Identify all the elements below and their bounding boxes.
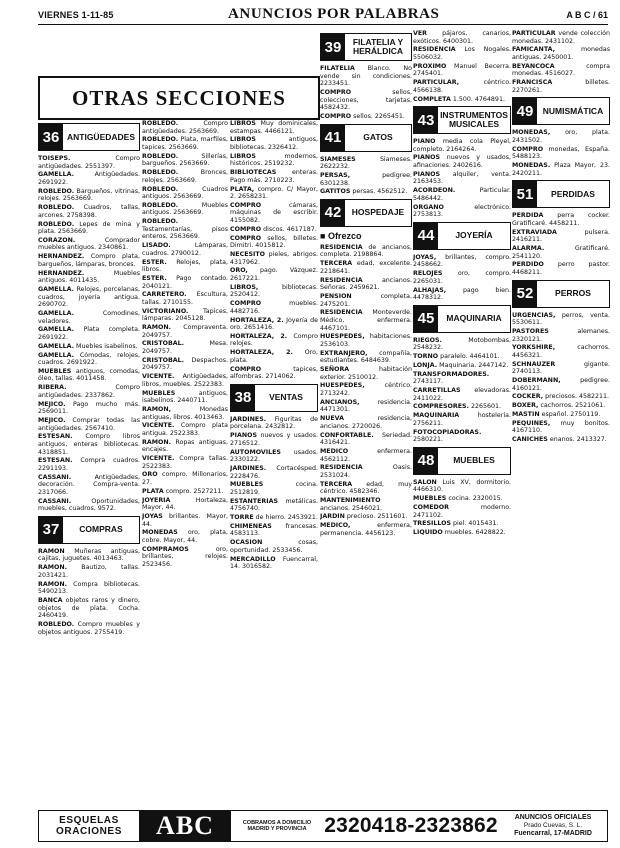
classified-ad: ESTER. Pago contado. 2040121. [142, 274, 228, 290]
classified-ad: RAMON. Compra bibliotecas. 5490213. [38, 580, 140, 596]
classified-ad: AUTOMOVILES usados. 2330122. [230, 448, 318, 464]
section-number: 41 [321, 125, 345, 151]
section-number: 44 [414, 223, 438, 249]
classified-ad: JARDINES. Cortacésped. 2228476. [230, 464, 318, 480]
classified-ad: SALON Luis XV, dormitorio. 4466310. [413, 478, 511, 494]
footer-banner [38, 810, 608, 842]
classified-ad: GAMELLA. Comodines, veladores. [38, 309, 140, 325]
classified-ad: HORTALEZA, 2. Joyería de oro. 2651416. [230, 316, 318, 332]
column-5 [413, 30, 511, 538]
classified-ad: MONEDAS. Plaza Mayor, 23. 2420211. [512, 162, 610, 177]
classified-ad: ALHAJAS, pago bien. 4478312. [413, 286, 511, 302]
oficinas-label: ANUNCIOS OFICIALES [514, 814, 592, 821]
classified-ad: VER pájaros, canarios, exóticos. 6400301. [413, 30, 511, 45]
classified-ad: ROBLEDO. Muebles antiguos. 2563669. [142, 201, 228, 217]
classified-ad: PIANOS nuevos y usados, afinaciones. 2402616. [413, 154, 511, 170]
classified-ad: PLATA, compro. C/ Mayor, 2. 2658231. [230, 185, 318, 201]
classified-ad: CORAZON. Comprador muebles antiguos. 2340861. [38, 236, 140, 252]
section-name: PERROS [555, 288, 591, 299]
page-number: A B C / 61 [566, 10, 608, 20]
section-number: 38 [231, 385, 255, 411]
classified-ad: MEJICO. Pago mucho más. 2569011. [38, 400, 140, 416]
section-name: FILATELIA Y HERÁLDICA [352, 37, 404, 56]
section-header-compras [38, 516, 140, 544]
classified-ad: TRANSFORMADORES. 2743117. [413, 370, 490, 386]
classified-ad: JOYAS brillantes. Mayor, 44. [142, 513, 228, 528]
classified-ad: PARTICULAR vende colección monedas. 2431102. [512, 30, 610, 45]
column-2 [142, 120, 228, 570]
esquelas-oraciones [39, 815, 139, 837]
classified-ad: GAMELLA. Plata completa. 2691922. [38, 326, 140, 341]
section-number: 39 [321, 34, 345, 60]
section-number: 42 [321, 200, 345, 226]
section-number: 37 [39, 517, 63, 543]
classified-ad: JOYERIA Hortaleza, Mayor, 44. [142, 496, 228, 512]
section-header-muebles [413, 447, 511, 475]
classified-ad: FILATELIA Blanco. No vende sin condiciones. 2233451. [320, 65, 412, 88]
subheading-ofrezco: ■ Ofrezco [320, 230, 362, 241]
classified-ad: COMPRESORES. 2265601. [413, 403, 502, 411]
section-name: MUEBLES [453, 455, 495, 466]
classified-ad: ROBLEDO. Compro muebles y objetos antiguos. 2755419. [38, 620, 140, 636]
classified-ad: MERCADILLO Fuencarral, 14. 3016582. [230, 555, 318, 571]
classified-ad: TERCERA edad, muy céntrico. 4582346. [320, 480, 412, 496]
column-6 [512, 30, 610, 445]
classified-ad: COMPLETA 1.500. 4764891. [413, 95, 505, 103]
issue-date: VIERNES 1-11-85 [38, 10, 114, 20]
section-number: 43 [414, 107, 438, 133]
classified-ad: LONJA. Maquinaria. 2447142. [413, 361, 509, 369]
classified-ad: TRESILLOS piel. 4015431. [413, 520, 499, 528]
classified-ad: CRISTOBAL. Mesa. 2049757. [142, 340, 228, 356]
classified-ad: MONEDAS oro, plata, cobre. Mayor, 44. [142, 529, 228, 544]
classified-ad: RIEGOS. Motobombas. 2548232. [413, 336, 511, 352]
classified-ad: PARTICULAR, céntrico. 4566138. [413, 79, 511, 94]
classified-ad: BANCA objetos raros y dinero, objetos de plata. Cocha. 2460419. [38, 597, 140, 620]
classified-ad: RESIDENCIA Los Nogales. 5506032. [413, 46, 511, 61]
classified-ad: CHIMENEAS francesas. 4583113. [230, 522, 318, 538]
classified-ad: ROBLEDO. Cuadros, tallas, arcones. 2758398. [38, 204, 140, 219]
phone-numbers: 2320418-2323862 [324, 814, 498, 837]
classified-ad: MANTENIMIENTO ancianos. 2546021. [320, 497, 383, 512]
section-number: 45 [414, 306, 438, 332]
section-number: 49 [513, 98, 537, 124]
cobramos-notice: COBRAMOS A DOMICILIO MADRID Y PROVINCIA [242, 819, 312, 832]
section-header-hospedaje [320, 199, 412, 227]
section-name: GATOS [363, 132, 393, 143]
classified-ad: BOXER, cachorros. 2521061. [512, 402, 606, 410]
classified-ad: GATITOS persas. 4562512. [320, 188, 408, 196]
address-line-2: Fuencarral, 17-MADRID [514, 830, 592, 837]
section-header-perdidas [512, 180, 610, 208]
classified-ad: FRANCISCA billetes. 2270261. [512, 79, 610, 94]
classified-ad: MEDICO enfermera. 4562112. [320, 447, 412, 463]
classified-ad: COMPRO monedas, España. 5488123. [512, 145, 610, 161]
section-number: 51 [513, 181, 537, 207]
abc-logo: ABC [139, 811, 231, 841]
classified-ad: RAMON. Compraventa. 2049757. [142, 324, 228, 339]
classified-ad: HERNANDEZ. Muebles antiguos. 4011435. [38, 269, 140, 285]
classified-ad: GAMELLA. Antigüedades. 2691922. [38, 171, 140, 186]
esquelas-label: ESQUELAS [59, 815, 119, 826]
classified-ad: LIBROS Muy dominicales, estampas. 4466121. [230, 120, 318, 135]
classified-ad: MASTIN español. 2750119. [512, 411, 601, 418]
classified-ad: RAMON. Ropas antiguas, encajes. [142, 438, 228, 454]
classified-ad: NUEVA residencia, ancianos. 2720026. [320, 415, 412, 430]
classified-ad: PIANOS alquiler, venta. 2163453. [413, 170, 511, 186]
section-header-perros [512, 280, 610, 308]
column-3 [230, 120, 318, 572]
section-name: INSTRUMENTOS MUSICALES [440, 110, 508, 130]
classified-ad: RESIDENCIA Monteverde. Médico, enfermera. 4467101. [320, 309, 412, 332]
banner-title: OTRAS SECCIONES [72, 86, 286, 110]
classified-ad: PASTORES alemanes. 2320121. [512, 327, 610, 343]
classified-ad: NECESITO pieles, abrigos. 4317962. [230, 251, 318, 266]
classified-ad: ROBLEDO. Compro antigüedades. 2563669. [142, 120, 228, 135]
classified-ad: COMPRO discos. 4617187. [230, 225, 317, 233]
classified-ad: ROBLEDO. Bronces, relojes. 2563669. [142, 169, 228, 184]
classified-ad: ESTESAN. Compro libros antiguos, enteras bibliotecas. 4318851. [38, 433, 140, 456]
classified-ad: ROBLEDO. Bargueños, vitrinas, relojes. 2563669. [38, 187, 140, 203]
classified-ad: VICTORIANO. Tapices, lámparas. 2045128. [142, 307, 228, 323]
classified-ad: MEDICO, enfermera, permanencia. 4456123. [320, 522, 412, 537]
classified-ad: YORKSHIRE, cachorros. 4456321. [512, 344, 610, 359]
classified-ad: VICENTE. Compra tallas. 2522383. [142, 455, 228, 470]
classified-ad: DOBERMANN, pedigree. 4160121. [512, 377, 610, 392]
classified-ad: COMPRO sellos. 2265451. [320, 112, 405, 120]
classified-ad: LIBROS modernos, históricos. 2519232. [230, 152, 318, 168]
classified-ad: LIQUIDO muebles. 6428822. [413, 529, 506, 537]
classified-ad: LIBROS antiguos, bibliotecas. 2326412. [230, 136, 318, 151]
classified-ad: RELOJES oro, compro. 2265031. [413, 270, 511, 285]
section-header-ventas [230, 384, 318, 412]
classified-ad: BEYANCOCA compra monedas. 4516027. [512, 62, 610, 78]
section-header-antiguedades [38, 123, 140, 151]
classified-ad: MEJICO. Comprar todas las antigüedades. 2567410. [38, 417, 140, 432]
section-header-maquinaria [413, 305, 511, 333]
classified-ad: MAQUINARIA hostelería. 2756211. [413, 412, 511, 427]
classified-ad: ACORDEON. Particular. 5486442. [413, 187, 511, 202]
column-1 [38, 120, 140, 637]
classified-ad: CRISTOBAL. Despachos. 2049757. [142, 356, 228, 372]
classified-ad: URGENCIAS, perros, venta. 5530611. [512, 311, 610, 327]
section-name: PERDIDAS [551, 188, 595, 199]
classified-ad: FOTOCOPIADORAS. 2580221. [413, 428, 482, 444]
classified-ad: HORTALEZA, 2. Compro relojes. [230, 332, 318, 348]
classified-ad: CARRETILLAS elevadoras. 2411022. [413, 387, 511, 402]
address-line-1: Prado Cuevas, S. L. [523, 822, 583, 829]
ads-antiguedades [38, 155, 140, 513]
classified-ad: HUESPEDES, habitaciones. 2536103. [320, 333, 412, 348]
section-name: MAQUINARIA [446, 313, 502, 324]
classified-ad: ALARMA. Gratificaré. 2541120. [512, 245, 610, 260]
classified-ad: ROBLEDO. Sillerías, bargueños. 2563669. [142, 152, 228, 168]
classified-ad: BIBLIOTECAS enteras. Pago más. 2710223. [230, 169, 318, 184]
classified-ad: CANICHES enanos. 2413327. [512, 436, 607, 444]
classified-ad: PEQUINES, muy bonitos. 4167110. [512, 419, 610, 435]
classified-ad: HERNANDEZ. Compro plata, bargueños, lámparas, bronces. [38, 253, 140, 268]
classified-ad: COMEDOR moderno. 2471102. [413, 503, 511, 519]
classified-ad: PLATA compro. 2527211. [142, 487, 224, 495]
classified-ad: MUEBLES antiguos, comodas, óleo, tallas. 4011458. [38, 367, 140, 383]
classified-ad: TORNO paralelo. 4464101. [413, 353, 500, 361]
classified-ad: ORO, pago. Vázquez. 2617221. [230, 267, 318, 282]
classified-ad: VICENTE. Antigüedades, libros, muebles. 2522383. [142, 373, 228, 388]
classified-ad: LISADO. Lámparas, cuadros. 2790012. [142, 242, 228, 257]
ads-compras [38, 548, 140, 636]
classified-ad: ROBLEDO. Plata, marfiles, tapices. 2563669. [142, 136, 228, 151]
classified-ad: COMPRO tapices, alfombras. 2714062. [230, 365, 318, 381]
classified-ad: HORTALEZA, 2. Oro, plata. [230, 349, 318, 364]
classified-ad: FAMICANTA, monedas antiguas. 2450001. [512, 46, 610, 61]
classified-ad: VICENTE. Compro plata antigua. 2522383. [142, 422, 228, 437]
classified-ad: RAMON, Monedas antiguas, libros. 4013463. [142, 405, 228, 421]
classified-ad: JOYAS, brillantes, compro. 2458662. [413, 253, 511, 269]
classified-ad: GAMELLA. Muebles isabelinos. [38, 342, 138, 350]
classified-ad: ROBLEDO. Testamentarías, pisos enteros. 2563669. [142, 218, 228, 241]
classified-ad: ROBLEDO. Lepes de mina y plata. 2563669. [38, 220, 140, 236]
classified-ad: CASSANI. Oportunidades, muebles, cuadros. 9572. [38, 497, 140, 513]
classified-ad: MUEBLES cocina. 2320015. [413, 495, 503, 503]
section-name: JOYERÍA [455, 230, 493, 241]
classified-ad: ORO compro. Millonarios, 27. [142, 471, 228, 487]
classified-ad: GAMELLA. Relojes, porcelanas, cuadros, joyería antigua. 2690702. [38, 286, 140, 309]
classified-ad: PIANO media cola Pleyel, completo. 2164264. [413, 138, 511, 153]
column-4 [320, 30, 412, 539]
section-number: 48 [414, 448, 438, 474]
classified-ad: EXTRANJERO, compañía, estudiantes. 6484639. [320, 349, 412, 365]
classified-ad: ANCIANOS, residencia. 4471301. [320, 398, 412, 414]
oraciones-label: ORACIONES [56, 826, 122, 837]
classified-ad: COCKER, preciosos. 4582211. [512, 393, 610, 401]
classified-ad: RESIDENCIA Oasis. 2531024. [320, 464, 412, 479]
section-header-joyeria [413, 222, 511, 250]
classified-ad: PROXIMO Manuel Becerra. 2745401. [413, 62, 511, 78]
classified-ad: PERDIDO perro pastor. 4468211. [512, 261, 610, 276]
classified-ad: MONEDAS, oro, plata. 2431502. [512, 129, 610, 144]
otras-secciones-banner [38, 76, 320, 120]
classified-ad: TOISEPS. Compro antigüedades. 2551397. [38, 155, 140, 170]
classified-ad: SCHNAUZER gigante. 2740113. [512, 360, 610, 376]
classified-ad: CONFORTABLE. Seriedad. 4316421. [320, 431, 412, 447]
section-name: VENTAS [269, 392, 303, 403]
section-name: COMPRAS [79, 524, 123, 535]
classified-ad: TORRE de hierro. 2453921. [230, 514, 318, 522]
classified-ad: HUESPEDES, céntrico. 2713242. [320, 382, 412, 398]
classified-ad: RESIDENCIA ancianos. Señoras. 2459621. [320, 276, 412, 292]
classified-ad: EXTRAVIADA pulsera. 2416211. [512, 228, 610, 244]
section-name: NUMISMÁTICA [542, 105, 604, 116]
section-number: 52 [513, 281, 537, 307]
classified-ad: PENSION completa. 2475201. [320, 293, 412, 308]
classified-ad: LIBROS, bibliotecas. 2520412. [230, 283, 318, 299]
classified-ad: ESTESAN. Compra cuadros. 2291193. [38, 457, 140, 472]
classified-ad: RIBERA. Compro antigüedades. 2337862. [38, 384, 140, 399]
section-name: HOSPEDAJE [351, 207, 405, 218]
classified-ad: MUEBLES antiguos, isabelinos. 2440711. [142, 389, 228, 405]
section-header-numismatica [512, 97, 610, 125]
classified-ad: TERCERA edad, excelente. 2218641. [320, 260, 412, 275]
section-name: ANTIGÜEDADES [66, 131, 135, 142]
classified-ad: ROBLEDO. Cuadros antiguos. 2563669. [142, 185, 228, 201]
page-title: ANUNCIOS POR PALABRAS [228, 6, 440, 22]
classified-ad: COMPRO sellos, billetes. Dimitri. 4015812. [230, 234, 318, 250]
classified-ad: RAMON Muñeras antiguas, cajitas, juguetes. 4013463. [38, 547, 140, 563]
classified-ad: JARDINES. Figuritas de porcelana. 2432812. [230, 415, 318, 431]
office-info [499, 814, 607, 838]
classified-ad: ESTANTERIAS metálicas. 4756740. [230, 497, 318, 513]
classified-ad: ESTER. Relojes, plata, libros. [142, 258, 228, 274]
classified-ad: COMPRAMOS oro, brillantes, relojes. 2523456. [142, 545, 228, 568]
classified-ad: PIANOS nuevos y usados. 2716512. [230, 432, 318, 447]
classified-ad: PERSAS, pedigree. 6301238. [320, 171, 412, 187]
classified-ad: COMPRO sellos, colecciones, tarjetas. 4582432. [320, 88, 412, 112]
classified-ad: JARDIN precioso. 2511601. [320, 513, 408, 521]
classified-ad: OCASION cosas, oportunidad. 2533456. [230, 539, 318, 554]
classified-ad: RESIDENCIA de ancianos, completa. 2198864. [320, 243, 412, 259]
classified-ad: COMPRO cámaras, máquinas de escribir. 4155082. [230, 201, 318, 225]
classified-ad: MUEBLES cocina. 2512819. [230, 481, 318, 496]
classified-ad: PERDIDA perra cocker. Gratificaré. 4458211. [512, 212, 610, 227]
classified-ad: GAMELLA. Cómodas, relojes, cuadros. 2691922. [38, 351, 140, 367]
section-header-filatelia [320, 33, 412, 61]
section-number: 36 [39, 124, 63, 150]
classified-ad: CASSANI. Antigüedades, decoración. Compra-venta. 2317066. [38, 473, 140, 496]
classified-ad: ORGANO electrónico. 2753813. [413, 203, 511, 219]
section-header-gatos [320, 124, 412, 152]
page-header [38, 6, 608, 25]
classified-ad: COMPRO muebles. 4482716. [230, 300, 318, 315]
classified-ad: RAMON. Bautizo, tallas. 2031421. [38, 564, 140, 579]
classified-ad: SEÑORA habitación exterior. 2510012. [320, 366, 412, 381]
section-header-instrumentos [413, 106, 511, 134]
classified-ad: SIAMESES Siameses. 2622232. [320, 155, 412, 171]
classified-ad: CARRETERO. Escultura, tallas. 2710155. [142, 291, 228, 306]
